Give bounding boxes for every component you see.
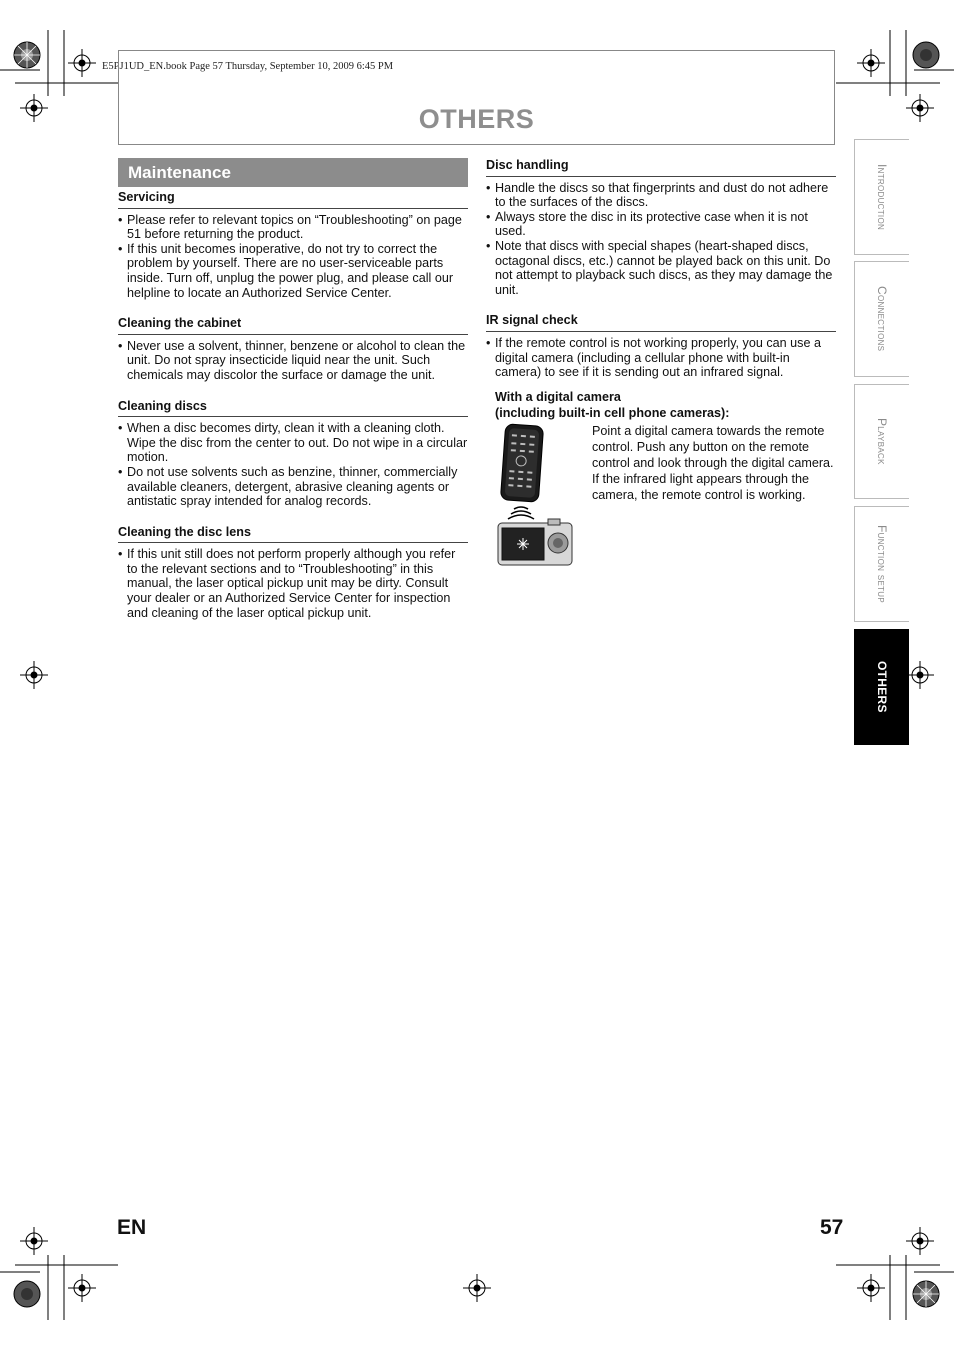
- camera-row: [486, 423, 836, 571]
- servicing-heading: Servicing: [118, 190, 468, 209]
- tab-label: Playback: [875, 418, 889, 465]
- servicing-block: [118, 190, 468, 300]
- list-item: • Handle the discs so that fingerprints and dust do not adhere to the surfaces of the discs.: [486, 181, 836, 210]
- right-column: [486, 158, 836, 570]
- list-item: • Please refer to relevant topics on “Troubleshooting” on page 51 before returning the product.: [118, 213, 468, 242]
- lens-list: [118, 547, 468, 620]
- tab-function-setup[interactable]: [854, 506, 909, 622]
- list-item: • Never use a solvent, thinner, benzene or alcohol to clean the unit. Do not spray insecticide liquid near the unit. Such chemicals may discolor the surface or damage the unit.: [118, 339, 468, 383]
- tab-label: OTHERS: [875, 661, 889, 713]
- page-number: 57: [820, 1216, 844, 1239]
- cabinet-list: [118, 339, 468, 383]
- camera-text: Point a digital camera towards the remote control. Push any button on the remote control and look through the digital camera. If the infrared light appears through the camera, the remote control is working.: [592, 423, 834, 502]
- discs-block: [118, 399, 468, 509]
- camera-title-2: (including built-in cell phone cameras):: [495, 405, 730, 420]
- cabinet-heading: Cleaning the cabinet: [118, 316, 468, 335]
- list-item: • Always store the disc in its protective case when it is not used.: [486, 210, 836, 239]
- ir-heading: IR signal check: [486, 313, 836, 332]
- tab-label: Function setup: [875, 525, 889, 603]
- tab-introduction[interactable]: [854, 139, 909, 255]
- discs-list: [118, 421, 468, 509]
- tab-label: Connections: [875, 286, 889, 352]
- ir-list: [486, 336, 836, 380]
- list-item: • If this unit still does not perform properly although you refer to the relevant sections and to “Troubleshooting” in this manual, the laser optical pickup unit may be dirty. Consult your dealer or an Authorized Service Center for inspection and cleaning of the laser optical pickup unit.: [118, 547, 468, 620]
- discs-heading: Cleaning discs: [118, 399, 468, 418]
- handling-list: [486, 181, 836, 298]
- tab-playback[interactable]: [854, 384, 909, 499]
- tab-label: Introduction: [875, 163, 889, 231]
- file-info: E5PJ1UD_EN.book Page 57 Thursday, September 10, 2009 6:45 PM: [102, 61, 394, 72]
- lens-block: [118, 525, 468, 621]
- tab-connections[interactable]: [854, 261, 909, 377]
- list-item: • When a disc becomes dirty, clean it with a cleaning cloth. Wipe the disc from the center to out. Do not wipe in a circular motion.: [118, 421, 468, 465]
- list-item: • Do not use solvents such as benzine, thinner, commercially available cleaners, detergent, abrasive cleaning agents or antistatic spray intended for analog records.: [118, 465, 468, 509]
- list-item: • Note that discs with special shapes (heart-shaped discs, octagonal discs, etc.) cannot be played back on this unit. Do not attempt to playback such discs, as they may damage the unit.: [486, 239, 836, 297]
- handling-heading: Disc handling: [486, 158, 836, 177]
- remote-and-camera-icon: [496, 423, 578, 567]
- remote-camera-illustration: [486, 423, 592, 571]
- footer-language: EN: [117, 1216, 147, 1239]
- cabinet-block: [118, 316, 468, 382]
- camera-title-1: With a digital camera: [495, 389, 621, 404]
- left-column: [118, 158, 468, 620]
- ir-block: [486, 313, 836, 570]
- lens-heading: Cleaning the disc lens: [118, 525, 468, 544]
- list-item: • If this unit becomes inoperative, do not try to correct the problem by yourself. There are no user-serviceable parts inside. Turn off, unplug the power plug, and please call our helpline to locate an Authorized Service Center.: [118, 242, 468, 300]
- page-title: OTHERS: [418, 104, 535, 134]
- section-title: Maintenance: [118, 158, 468, 187]
- tab-others[interactable]: [854, 629, 909, 745]
- list-item: • If the remote control is not working properly, you can use a digital camera (including a cellular phone with built-in camera) to see if it is sending out an infrared signal.: [486, 336, 836, 380]
- servicing-list: [118, 213, 468, 301]
- handling-block: [486, 158, 836, 297]
